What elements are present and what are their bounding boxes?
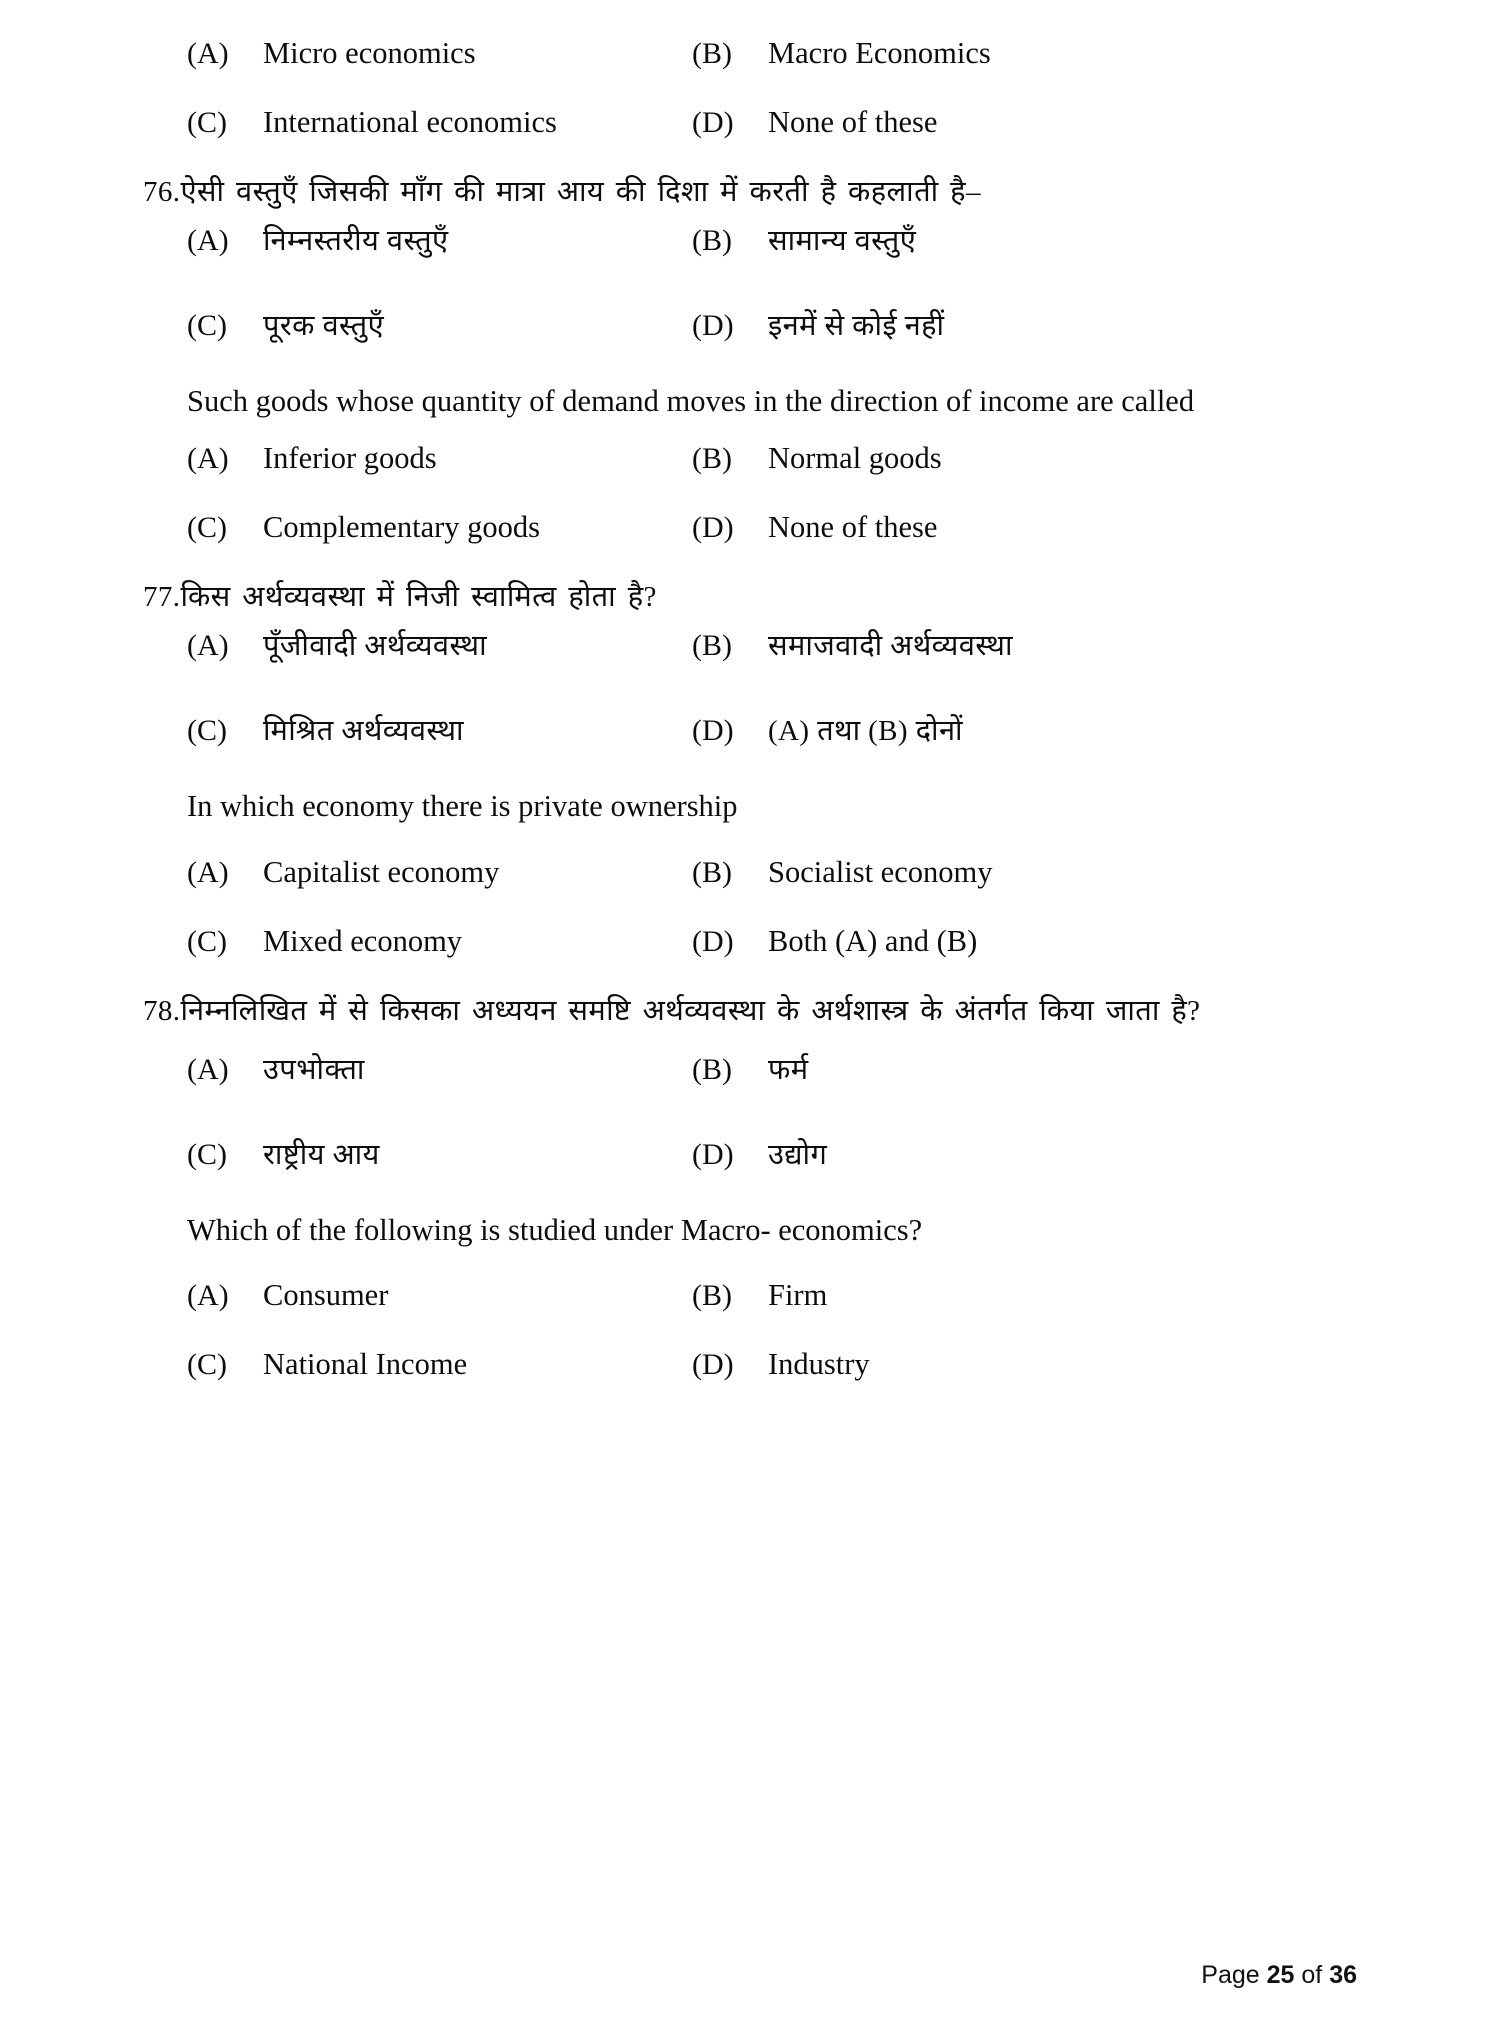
option-b[interactable] — [692, 855, 1323, 890]
continued-options-group — [187, 36, 1323, 140]
option-key: (B) — [692, 1279, 732, 1313]
option-row — [187, 625, 1323, 664]
option-key: (A) — [187, 37, 229, 70]
option-label: None of these — [768, 105, 938, 139]
option-key: (A) — [187, 1279, 229, 1313]
option-label: Complementary goods — [263, 510, 541, 545]
footer-current-page: 25 — [1266, 1961, 1295, 1989]
option-b[interactable] — [692, 441, 1323, 476]
option-a[interactable] — [187, 1049, 692, 1088]
option-label: राष्ट्रीय आय — [263, 1138, 380, 1171]
option-c[interactable] — [187, 1134, 692, 1173]
option-key: (C) — [187, 1137, 227, 1171]
option-label: निम्नस्तरीय वस्तुएँ — [263, 225, 449, 258]
footer-middle: of — [1294, 1961, 1330, 1989]
option-key: (C) — [187, 106, 227, 139]
option-row — [187, 1278, 1323, 1313]
option-key: (D) — [692, 309, 734, 343]
option-label: Capitalist economy — [263, 854, 500, 889]
option-row — [187, 36, 1323, 71]
options-english-76 — [187, 441, 1323, 545]
option-row — [187, 1049, 1323, 1088]
option-a[interactable] — [187, 855, 692, 890]
option-row — [187, 510, 1323, 545]
option-c[interactable] — [187, 710, 692, 749]
option-row — [187, 710, 1323, 749]
question-77 — [143, 575, 1323, 958]
option-key: (C) — [187, 1348, 227, 1382]
option-a[interactable] — [187, 625, 692, 664]
option-label: उपभोक्ता — [263, 1053, 365, 1086]
option-key: (C) — [187, 924, 227, 958]
option-label: सामान्य वस्तुएँ — [768, 225, 917, 258]
option-key: (D) — [692, 1137, 734, 1171]
option-label: इनमें से कोई नहीं — [768, 310, 945, 343]
option-a[interactable] — [187, 220, 692, 259]
option-row — [187, 305, 1323, 344]
question-number: 77. — [143, 581, 181, 614]
option-d[interactable] — [692, 710, 1323, 749]
option-label: पूँजीवादी अर्थव्यवस्था — [263, 630, 487, 663]
option-label: None of these — [768, 510, 938, 545]
option-d[interactable] — [692, 105, 1323, 140]
question-78 — [143, 989, 1323, 1382]
option-key: (C) — [187, 309, 227, 343]
option-row — [187, 220, 1323, 259]
option-label: Both (A) and (B) — [768, 923, 978, 958]
option-row — [187, 1347, 1323, 1382]
option-label: (A) तथा (B) दोनों — [768, 715, 963, 748]
option-label: Firm — [768, 1278, 828, 1313]
question-76 — [143, 170, 1323, 545]
option-label: National Income — [263, 1347, 468, 1382]
footer-total-pages: 36 — [1329, 1961, 1357, 1989]
option-label: Industry — [768, 1347, 870, 1382]
question-stem-english: Which of the following is studied under Macro- economics? — [187, 1212, 923, 1247]
option-key: (A) — [187, 855, 229, 889]
option-label: International economics — [263, 105, 557, 139]
option-key: (B) — [692, 224, 732, 258]
option-key: (A) — [187, 442, 229, 476]
options-hindi-78 — [187, 1049, 1323, 1173]
option-key: (C) — [187, 714, 227, 748]
option-key: (B) — [692, 37, 732, 70]
option-label: Macro Economics — [768, 36, 991, 70]
footer-prefix: Page — [1201, 1961, 1267, 1989]
option-key: (B) — [692, 629, 732, 663]
option-label: समाजवादी अर्थव्यवस्था — [768, 630, 1013, 663]
option-row — [187, 1134, 1323, 1173]
option-label: Mixed economy — [263, 923, 463, 958]
option-c[interactable] — [187, 510, 692, 545]
page-footer — [1201, 1961, 1357, 1990]
option-c[interactable] — [187, 924, 692, 959]
option-row — [187, 855, 1323, 890]
option-d[interactable] — [692, 305, 1323, 344]
option-key: (A) — [187, 629, 229, 663]
option-key: (B) — [692, 855, 732, 889]
question-stem-hindi — [143, 575, 1323, 619]
options-english-77 — [187, 855, 1323, 959]
question-stem-english: In which economy there is private ownership — [187, 789, 738, 824]
question-number: 76. — [143, 176, 181, 208]
question-stem-hindi — [143, 170, 1323, 214]
option-label: Micro economics — [263, 36, 476, 70]
option-d[interactable] — [692, 924, 1323, 959]
option-key: (C) — [187, 511, 227, 545]
question-stem-hindi — [143, 989, 1323, 1033]
option-d[interactable] — [692, 1347, 1323, 1382]
question-text: निम्नलिखित में से किसका अध्ययन समष्टि अर्थव्यवस्था के अर्थशास्त्र के अंतर्गत किया जाता है? — [180, 994, 1201, 1027]
option-c[interactable] — [187, 105, 692, 140]
option-a[interactable] — [187, 36, 692, 71]
option-key: (B) — [692, 442, 732, 476]
option-c[interactable] — [187, 305, 692, 344]
option-row — [187, 924, 1323, 959]
options-english-78 — [187, 1278, 1323, 1382]
option-label: पूरक वस्तुएँ — [263, 310, 385, 343]
option-row — [187, 105, 1323, 140]
options-hindi-77 — [187, 625, 1323, 749]
option-key: (D) — [692, 924, 734, 958]
option-a[interactable] — [187, 1278, 692, 1313]
question-text: ऐसी वस्तुएँ जिसकी माँग की मात्रा आय की दिशा में करती है कहलाती है– — [180, 176, 981, 208]
options-hindi-76 — [187, 220, 1323, 344]
option-d[interactable] — [692, 1134, 1323, 1173]
option-row — [187, 441, 1323, 476]
option-a[interactable] — [187, 441, 692, 476]
option-label: उद्योग — [768, 1138, 828, 1171]
question-text: किस अर्थव्यवस्था में निजी स्वामित्व होता है? — [180, 581, 657, 614]
option-b[interactable] — [692, 36, 1323, 71]
option-key: (D) — [692, 714, 734, 748]
question-number: 78. — [143, 994, 181, 1027]
option-label: Inferior goods — [263, 441, 437, 476]
page-content — [143, 36, 1323, 1412]
option-b[interactable] — [692, 1049, 1323, 1088]
option-label: फर्म — [768, 1053, 809, 1086]
option-b[interactable] — [692, 625, 1323, 664]
option-label: Socialist economy — [768, 854, 993, 889]
option-key: (D) — [692, 1348, 734, 1382]
option-label: Normal goods — [768, 441, 942, 476]
option-key: (D) — [692, 511, 734, 545]
option-b[interactable] — [692, 220, 1323, 259]
option-c[interactable] — [187, 1347, 692, 1382]
option-d[interactable] — [692, 510, 1323, 545]
option-key: (B) — [692, 1052, 732, 1086]
question-stem-english: Such goods whose quantity of demand moves in the direction of income are called — [187, 384, 1195, 419]
option-key: (A) — [187, 224, 229, 258]
option-key: (D) — [692, 106, 734, 139]
option-label: Consumer — [263, 1278, 389, 1313]
option-label: मिश्रित अर्थव्यवस्था — [263, 715, 464, 748]
option-key: (A) — [187, 1052, 229, 1086]
option-b[interactable] — [692, 1278, 1323, 1313]
